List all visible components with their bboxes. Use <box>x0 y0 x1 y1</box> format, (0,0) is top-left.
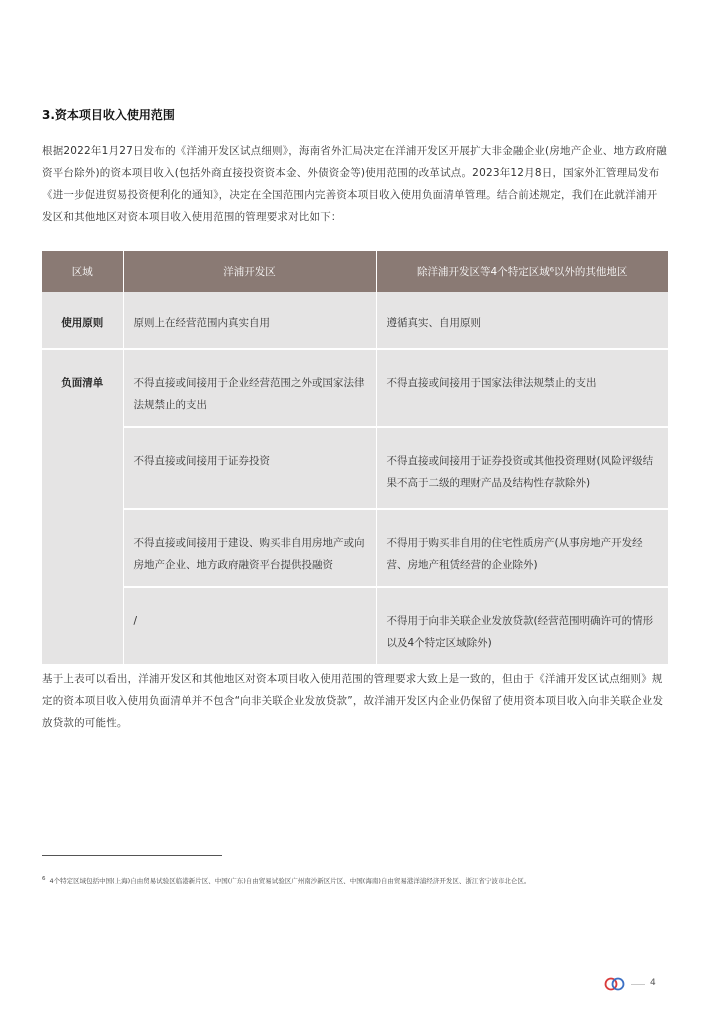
table-row <box>42 349 668 427</box>
cell-other: 不得直接或间接用于证券投资或其他投资理财(风险评级结果不高于二级的理财产品及结构性存款除外) <box>376 427 668 509</box>
section-heading: 3.资本项目收入使用范围 <box>42 108 175 122</box>
cell-other: 不得用于购买非自用的住宅性质房产(从事房地产开发经营、房地产租赁经营的企业除外) <box>376 509 668 587</box>
cell-yangpu: 不得直接或间接用于证券投资 <box>123 427 376 509</box>
cell-other: 不得直接或间接用于国家法律法规禁止的支出 <box>376 349 668 427</box>
footnote-text: 4个特定区域包括中国(上海)自由贸易试验区临港新片区、中国(广东)自由贸易试验区广州南沙新区片区、中国(海南)自由贸易港洋浦经济开发区、浙江省宁波市北仑区。 <box>49 877 531 886</box>
cell-yangpu: 不得直接或间接用于企业经营范围之外或国家法律法规禁止的支出 <box>123 349 376 427</box>
intro-paragraph: 根据2022年1月27日发布的《洋浦开发区试点细则》，海南省外汇局决定在洋浦开发区开展扩大非金融企业(房地产企业、地方政府融资平台除外)的资本项目收入(包括外商直接投资资本金、外债资金等)使用范围的改革试点。2023年12月8日，国家外汇管理局发布《进一步促进贸易投资便利化的通知》，决定在全国范围内完善资本项目收入使用负面清单管理。结合前述规定，我们在此就洋浦开发区和其他地区对资本项目收入使用范围的管理要求对比如下： <box>42 145 668 223</box>
conclusion-paragraph: 基于上表可以看出，洋浦开发区和其他地区对资本项目收入使用范围的管理要求大致上是一致的，但由于《洋浦开发区试点细则》规定的资本项目收入使用负面清单并不包含“向非关联企业发放贷款”，故洋浦开发区内企业仍保留了使用资本项目收入向非关联企业发放贷款的可能性。 <box>42 673 664 729</box>
cell-yangpu: / <box>123 587 376 665</box>
comparison-table <box>42 251 668 666</box>
table-row <box>42 587 668 665</box>
page-number: 4 <box>650 978 656 988</box>
footnote-divider <box>42 855 222 856</box>
table-row <box>42 292 668 349</box>
row-label-negative-list: 负面清单 <box>42 349 123 665</box>
footnote <box>42 876 672 885</box>
table-row <box>42 427 668 509</box>
cell-yangpu: 不得直接或间接用于建设、购买非自用房地产或向房地产企业、地方政府融资平台提供投融资 <box>123 509 376 587</box>
footnote-marker: 6 <box>42 876 46 882</box>
row-label-principle: 使用原则 <box>42 292 123 349</box>
cell-other: 不得用于向非关联企业发放贷款(经营范围明确许可的情形以及4个特定区域除外) <box>376 587 668 665</box>
cell-other: 遵循真实、自用原则 <box>376 292 668 349</box>
header-yangpu: 洋浦开发区 <box>123 251 376 292</box>
firm-logo-icon <box>604 977 626 991</box>
page-number-divider <box>631 984 645 985</box>
cell-yangpu: 原则上在经营范围内真实自用 <box>123 292 376 349</box>
header-other-regions: 除洋浦开发区等4个特定区域⁶以外的其他地区 <box>376 251 668 292</box>
table-header-row <box>42 251 668 292</box>
table-row <box>42 509 668 587</box>
header-region: 区域 <box>42 251 123 292</box>
